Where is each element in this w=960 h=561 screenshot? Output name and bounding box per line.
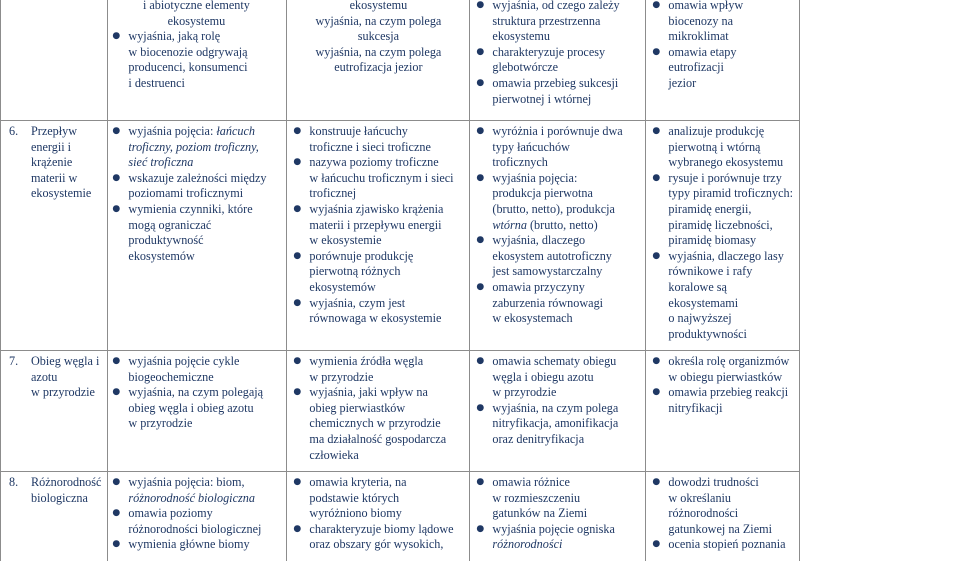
basic-level-cell [108, 472, 287, 561]
advanced-level-cell [470, 0, 646, 121]
requirement-item: ● określa rolę organizmów w obiegu pierwiastków [652, 354, 793, 385]
excellent-level-cell [646, 351, 800, 472]
italic-term: łańcuch [216, 124, 255, 138]
requirement-item: ● omawia poziomy różnorodności biologicznej [112, 506, 280, 537]
requirement-item: ● wyjaśnia pojęcia: biom, różnorodność biologiczna [112, 475, 280, 506]
requirement-list [112, 124, 280, 264]
italic-term: wtórna [492, 217, 527, 232]
continued-text: i abiotyczne elementy ekosystemu [142, 0, 250, 28]
requirement-list [652, 124, 793, 342]
continued-text: wyjaśnia, na czym polega sukcesja [315, 13, 442, 44]
requirement-list [293, 475, 463, 553]
requirement-list [652, 0, 793, 92]
italic-term: sieć troficzna [128, 155, 194, 170]
requirement-item: ● omawia przebieg reakcji nitryfikacji [652, 385, 793, 416]
extended-level-cell [287, 351, 470, 472]
requirement-list [293, 124, 463, 327]
requirement-item: ● dowodzi trudności w określaniu różnorodności gatunkowej na Ziemi [652, 475, 793, 537]
requirement-item: ● wyjaśnia, od czego zależy struktura przestrzenna ekosystemu [476, 0, 639, 45]
continued-text: ekosystemu [349, 0, 408, 12]
requirement-list [112, 354, 280, 432]
requirement-list [476, 124, 639, 327]
requirement-item: ● omawia różnice w rozmieszczeniu gatunków na Ziemi [476, 475, 639, 522]
requirement-item: ● wskazuje zależności między poziomami troficznymi [112, 171, 280, 202]
requirement-list [476, 0, 639, 107]
requirement-item: ● omawia wpływ biocenozy na mikroklimat [652, 0, 793, 45]
basic-level-cell [108, 0, 287, 121]
topic-title: Obieg węgla i azotu w przyrodzie [31, 354, 100, 400]
requirement-item: ● wyjaśnia, na czym polegają obieg węgla i obieg azotu w przyrodzie [112, 385, 280, 432]
requirement-item: ● wyjaśnia pojęcie ogniska różnorodności [476, 522, 639, 553]
requirement-item: ● analizuje produkcję pierwotną i wtórną wybranego ekosystemu [652, 124, 793, 171]
requirement-item: ● wyjaśnia, dlaczego ekosystem autotroficzny jest samowystarczalny [476, 233, 639, 280]
requirement-item: ● omawia schematy obiegu węgla i obiegu azotu w przyrodzie [476, 354, 639, 401]
advanced-level-cell [470, 472, 646, 561]
requirement-item: ● wyjaśnia, czym jest równowaga w ekosystemie [293, 296, 463, 327]
requirement-item: ● omawia etapy eutrofizacji jezior [652, 45, 793, 92]
table-row [1, 121, 800, 351]
advanced-level-cell [470, 351, 646, 472]
extended-level-cell [287, 121, 470, 351]
requirement-item: ● rysuje i porównuje trzy typy piramid troficznych: piramidę energii, piramidę liczebności, piramidę biomasy [652, 171, 793, 249]
requirement-item: ● wyjaśnia, dlaczego lasy równikowe i rafy koralowe są ekosystemami o najwyższej produktywności [652, 249, 793, 343]
requirement-item: ● konstruuje łańcuchy troficzne i sieci troficzne [293, 124, 463, 155]
requirement-item: ● wyjaśnia, jaką rolę w biocenozie odgrywają producenci, konsumenci i destruenci [112, 29, 280, 91]
table-row [1, 0, 800, 121]
italic-term: różnorodność biologiczna [128, 490, 255, 505]
italic-term: troficzny, poziom troficzny, [128, 139, 259, 154]
requirement-list [293, 354, 463, 463]
topic-title: Przepływ energii i krążenie materii w ekosystemie [31, 124, 92, 201]
table-row [1, 351, 800, 472]
requirement-list [476, 475, 639, 553]
topic-number: 8. [9, 475, 19, 489]
requirement-item: ● wyjaśnia pojęcia: produkcja pierwotna (brutto, netto), produkcja wtórna (brutto, netto) [476, 171, 639, 233]
requirement-item: ● charakteryzuje procesy glebotwórcze [476, 45, 639, 76]
requirement-list [112, 29, 280, 91]
topic-cell [1, 121, 108, 351]
extended-level-cell [287, 0, 470, 121]
requirement-list [476, 354, 639, 448]
requirement-item: ● wymienia główne biomy [112, 537, 280, 553]
requirement-item: ● wymienia źródła węgla w przyrodzie [293, 354, 463, 385]
basic-level-cell [108, 351, 287, 472]
requirement-item: ● charakteryzuje biomy lądowe oraz obszary gór wysokich, [293, 522, 463, 553]
table-row [1, 472, 800, 561]
requirement-item: ● wymienia czynniki, które mogą ograniczać produktywność ekosystemów [112, 202, 280, 264]
requirement-item: ● nazywa poziomy troficzne w łańcuchu troficznym i sieci troficznej [293, 155, 463, 202]
requirement-item: ● wyjaśnia pojęcia: łańcuch troficzny, poziom troficzny, sieć troficzna [112, 124, 280, 171]
requirement-item: ● porównuje produkcję pierwotną różnych ekosystemów [293, 249, 463, 296]
requirement-item: ● wyjaśnia pojęcie cykle biogeochemiczne [112, 354, 280, 385]
continued-text: wyjaśnia, na czym polega eutrofizacja jezior [315, 44, 442, 75]
requirement-item: ● wyróżnia i porównuje dwa typy łańcuchów troficznych [476, 124, 639, 171]
requirement-item: ● omawia przyczyny zaburzenia równowagi w ekosystemach [476, 280, 639, 327]
advanced-level-cell [470, 121, 646, 351]
extended-level-cell [287, 472, 470, 561]
requirement-list [112, 475, 280, 553]
excellent-level-cell [646, 0, 800, 121]
topic-cell [1, 472, 108, 561]
requirement-list [652, 475, 793, 553]
basic-level-cell [108, 121, 287, 351]
requirement-item: ● omawia przebieg sukcesji pierwotnej i wtórnej [476, 76, 639, 107]
topic-number: 7. [9, 354, 19, 368]
excellent-level-cell [646, 121, 800, 351]
topic-number: 6. [9, 124, 19, 138]
topic-cell [1, 0, 108, 121]
excellent-level-cell [646, 472, 800, 561]
requirement-list [652, 354, 793, 416]
italic-term: różnorodności [492, 537, 563, 552]
topic-cell [1, 351, 108, 472]
requirement-item: ● ocenia stopień poznania [652, 537, 793, 553]
topic-title: Różnorodność biologiczna [31, 475, 102, 505]
requirement-item: ● wyjaśnia zjawisko krążenia materii i przepływu energii w ekosystemie [293, 202, 463, 249]
requirement-item: ● wyjaśnia, na czym polega nitryfikacja, amonifikacja oraz denitryfikacja [476, 401, 639, 448]
requirement-item: ● omawia kryteria, na podstawie których wyróżniono biomy [293, 475, 463, 522]
requirement-item: ● wyjaśnia, jaki wpływ na obieg pierwiastków chemicznych w przyrodzie ma działalność gospodarcza człowieka [293, 385, 463, 463]
